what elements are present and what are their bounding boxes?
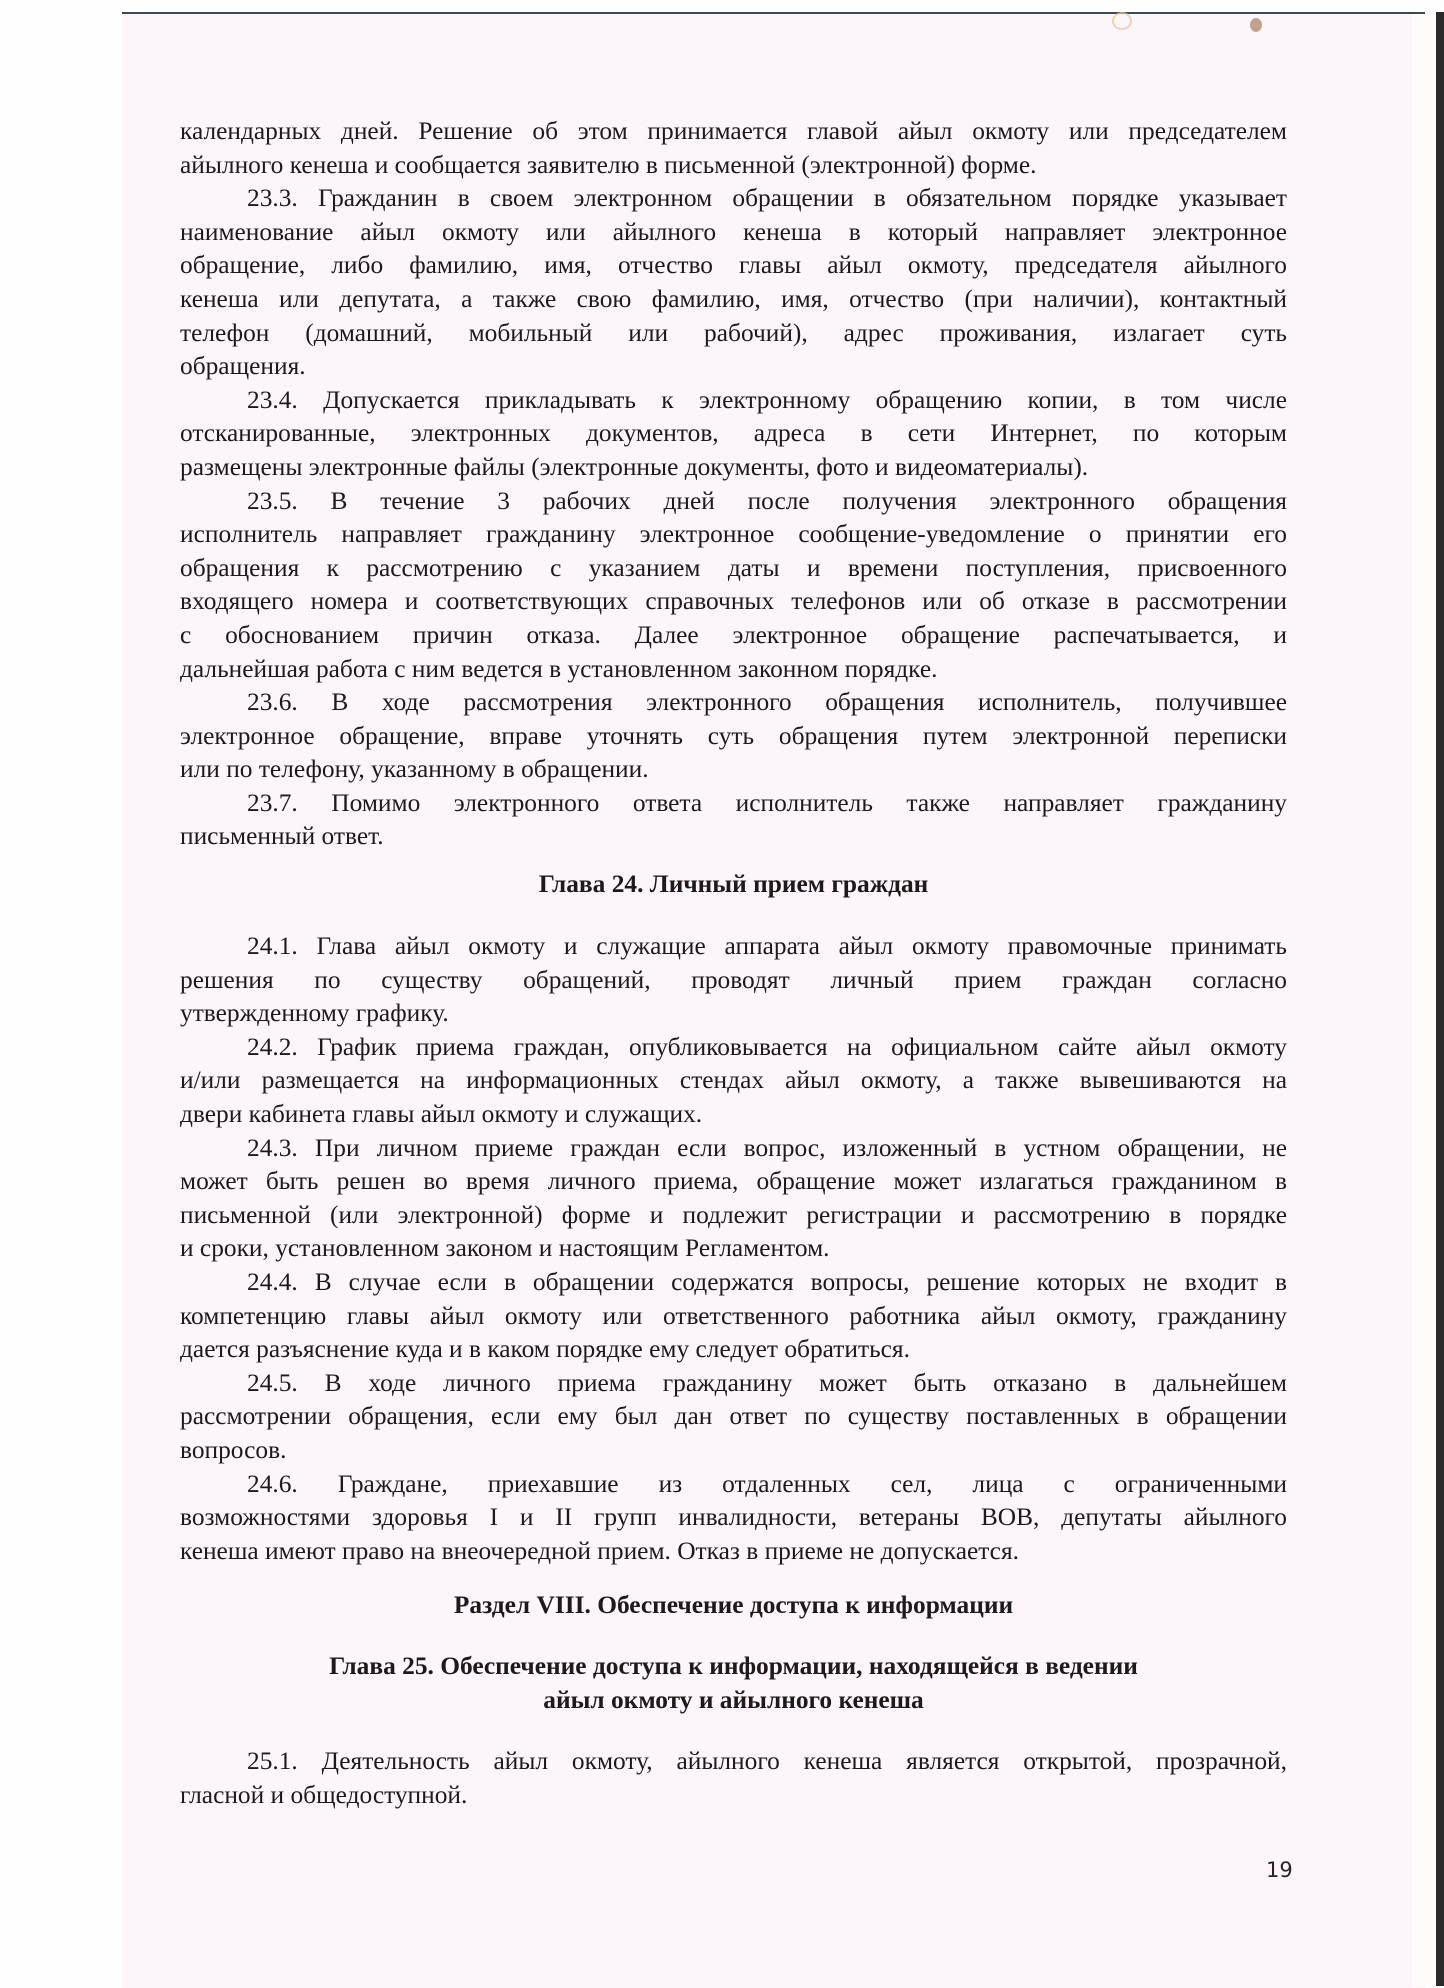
paragraph-line: обращения к рассмотрению с указанием даты и времени поступления, присвоенного [180,553,1287,582]
paragraph-line: 24.6. Граждане, приехавшие из отдаленных сел, лица с ограниченными [247,1469,1287,1498]
paragraph [180,930,1287,1031]
chapter-25-heading-line-2: айыл окмоту и айылного кенеша [543,1686,924,1714]
paragraph-line: решения по существу обращений, проводят личный прием граждан согласно [180,965,1287,994]
scanner-edge-strip [1436,12,1444,1986]
paragraph-line: 24.4. В случае если в обращении содержатся вопросы, решение которых не входит в [247,1267,1287,1296]
paragraph-line: 23.4. Допускается прикладывать к электронному обращению копии, в том числе [247,385,1287,414]
paragraph-line: кенеша имеют право на внеочередной прием. Отказ в приеме не допускается. [180,1536,1019,1565]
paragraph-line: отсканированные, электронных документов, адреса в сети Интернет, по которым [180,419,1287,448]
paragraph-line: айылного кенеша и сообщается заявителю в письменной (электронной) форме. [180,150,1037,179]
paragraph-line: письменной (или электронной) форме и подлежит регистрации и рассмотрению в порядке [180,1200,1287,1229]
paragraph [180,115,1287,182]
paragraph-line: телефон (домашний, мобильный или рабочий), адрес проживания, излагает суть [180,318,1287,347]
paragraph-line: наименование айыл окмоту или айылного кенеша в который направляет электронное [180,217,1287,246]
paragraph [180,1132,1287,1266]
chapter-24-body [180,930,1287,1568]
paragraph-line: размещены электронные файлы (электронные документы, фото и видеоматериалы). [180,452,1089,481]
paragraph-line: может быть решен во время личного приема, обращение может излагаться гражданином в [180,1167,1287,1196]
paragraph [180,1367,1287,1468]
paragraph-line: письменный ответ. [180,822,384,851]
page-number: 19 [1266,1858,1293,1882]
paragraph-line: возможностями здоровья I и II групп инвалидности, ветераны ВОВ, депутаты айылного [180,1503,1287,1532]
paragraph-line: обращение, либо фамилию, имя, отчество главы айыл окмоту, председателя айылного [180,251,1287,280]
paragraph-line: 24.2. График приема граждан, опубликовывается на официальном сайте айыл окмоту [247,1032,1287,1061]
paragraph-line: гласной и общедоступной. [180,1780,468,1809]
chapter-25-body [180,1745,1287,1812]
paragraph-line: 24.3. При личном приеме граждан если вопрос, изложенный в устном обращении, не [247,1133,1287,1162]
chapter-24-heading: Глава 24. Личный прием граждан [538,870,929,898]
paper-stain-mark [1112,12,1132,30]
paragraph-line: с обоснованием причин отказа. Далее электронное обращение распечатывается, и [180,620,1287,649]
paragraph-line: 25.1. Деятельность айыл окмоту, айылного кенеша является открытой, прозрачной, [247,1747,1287,1775]
paragraph-line: календарных дней. Решение об этом принимается главой айыл окмоту или председателем [180,117,1287,145]
paragraph [180,1745,1287,1812]
paragraph-line: утвержденному графику. [180,999,449,1028]
paragraph [180,485,1287,687]
section-23-continued [180,115,1287,854]
paragraph-line: компетенцию главы айыл окмоту или ответственного работника айыл окмоту, гражданину [180,1301,1287,1330]
paragraph-line: дальнейшая работа с ним ведется в установленном законном порядке. [180,654,938,683]
page-right-margin [1412,14,1436,1986]
paragraph [180,182,1287,384]
paragraph-line: вопросов. [180,1435,287,1464]
section-8-heading: Раздел VIII. Обеспечение доступа к информации [453,1591,1014,1619]
paragraph-line: исполнитель направляет гражданину электронное сообщение-уведомление о принятии его [180,520,1287,549]
paragraph [180,686,1287,787]
paragraph-line: входящего номера и соответствующих справочных телефонов или об отказе в рассмотрении [180,587,1287,616]
paragraph-line: 23.5. В течение 3 рабочих дней после получения электронного обращения [247,486,1287,515]
paragraph-line: двери кабинета главы айыл окмоту и служащих. [180,1099,703,1128]
paragraph-line: рассмотрении обращения, если ему был дан ответ по существу поставленных в обращении [180,1402,1287,1431]
paragraph-line: 24.5. В ходе личного приема гражданину может быть отказано в дальнейшем [247,1368,1287,1397]
paper-stain-mark [1250,18,1262,32]
paragraph [180,1031,1287,1132]
paragraph-line: 23.7. Помимо электронного ответа исполнитель также направляет гражданину [247,788,1287,817]
paragraph-line: 23.3. Гражданин в своем электронном обращении в обязательном порядке указывает [247,184,1287,213]
paragraph [180,384,1287,485]
paragraph-line: 23.6. В ходе рассмотрения электронного обращения исполнитель, получившее [247,688,1287,717]
paragraph-line: и/или размещается на информационных стендах айыл окмоту, а также вывешиваются на [180,1066,1287,1095]
chapter-25-heading-line-1: Глава 25. Обеспечение доступа к информации, находящейся в ведении [329,1652,1138,1680]
paragraph [180,787,1287,854]
paragraph [180,1468,1287,1569]
paragraph-line: 24.1. Глава айыл окмоту и служащие аппарата айыл окмоту правомочные принимать [247,932,1287,960]
paragraph-line: или по телефону, указанному в обращении. [180,755,649,784]
paragraph [180,1266,1287,1367]
paragraph-line: и сроки, установленном законом и настоящим Регламентом. [180,1234,830,1263]
paragraph-line: обращения. [180,352,306,381]
paragraph-line: электронное обращение, вправе уточнять суть обращения путем электронной переписки [180,721,1287,750]
paragraph-line: дается разъяснение куда и в каком порядке ему следует обратиться. [180,1335,910,1364]
paragraph-line: кенеша или депутата, а также свою фамилию, имя, отчество (при наличии), контактный [180,284,1287,313]
